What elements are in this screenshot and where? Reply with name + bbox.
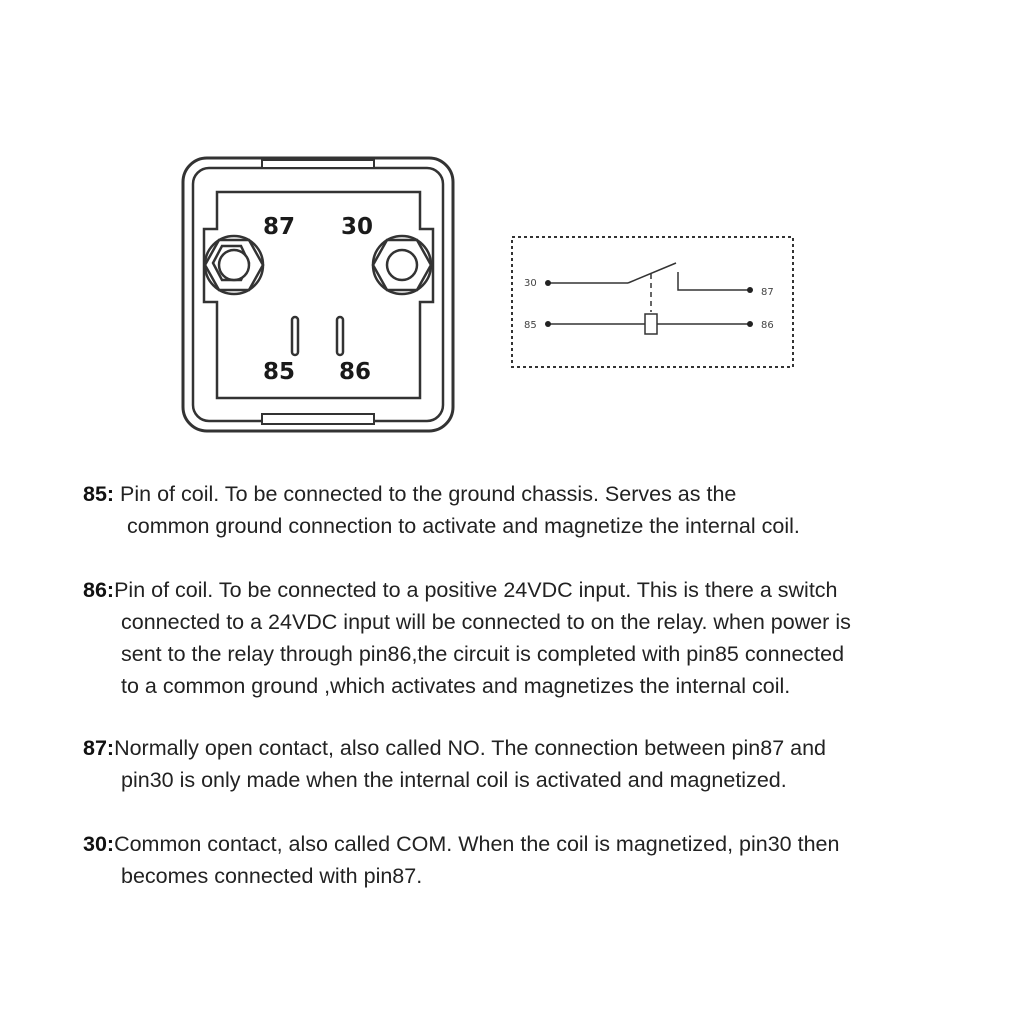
schematic-label-85: 85 [524,320,537,331]
blade-terminal-86 [337,317,343,355]
schematic-label-87: 87 [761,287,774,298]
terminal-dot-85 [545,321,551,327]
schematic-label-86: 86 [761,320,774,331]
terminal-dot-86 [747,321,753,327]
pin-number: 30: [83,832,115,856]
pin-label-87: 87 [263,214,296,240]
description-text: connected to a 24VDC input will be connected to on the relay. when power is [121,610,851,634]
coil-icon [645,314,657,334]
pin-description-85 [83,478,983,542]
switch-contact-arm [628,263,676,283]
schematic-label-30: 30 [524,278,537,289]
description-text: Normally open contact, also called NO. The connection between pin87 and [114,736,827,760]
description-text: Pin of coil. To be connected to the ground chassis. Serves as the [114,482,737,506]
pin-description-87 [83,732,983,796]
description-text: to a common ground ,which activates and magnetizes the internal coil. [121,674,791,698]
description-text: pin30 is only made when the internal coil is activated and magnetized. [121,768,787,792]
pin-label-30: 30 [341,214,374,240]
normally-open-contact [678,272,750,290]
blade-terminal-85 [292,317,298,355]
pin-label-86: 86 [339,359,372,385]
description-text: becomes connected with pin87. [121,864,423,888]
relay-schematic [512,237,793,367]
pin-description-86 [83,574,983,702]
pin-description-30 [83,828,983,892]
pin-number: 86: [83,578,115,602]
connector-bottom-tab [262,414,374,424]
terminal-dot-30 [545,280,551,286]
description-text: Common contact, also called COM. When the coil is magnetized, pin30 then [114,832,840,856]
pin-label-85: 85 [263,359,296,385]
schematic-dashed-border [512,237,793,367]
description-text: sent to the relay through pin86,the circuit is completed with pin85 connected [121,642,845,666]
pin-number: 85: [83,482,115,506]
description-text: Pin of coil. To be connected to a positive 24VDC input. This is there a switch [114,578,838,602]
relay-diagram [0,0,1024,460]
relay-connector-face [183,158,453,431]
connector-top-tab [262,160,374,168]
pin-number: 87: [83,736,115,760]
terminal-dot-87 [747,287,753,293]
description-text: common ground connection to activate and magnetize the internal coil. [127,514,800,538]
